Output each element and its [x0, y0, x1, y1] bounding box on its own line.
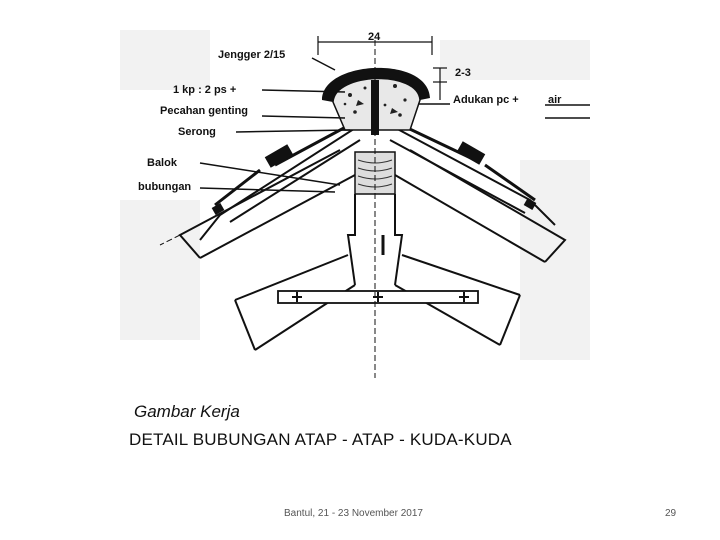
jengger-label: Jengger 2/15	[218, 49, 286, 61]
mix-label: 1 kp : 2 ps +	[173, 84, 237, 96]
caption-subtitle: DETAIL BUBUNGAN ATAP - ATAP - KUDA-KUDA	[129, 430, 512, 449]
pecahan-label: Pecahan genting	[160, 105, 249, 117]
ridge-cap	[322, 68, 430, 135]
serong-label: Serong	[178, 126, 216, 138]
bubungan-label: bubungan	[138, 181, 192, 193]
caption-title: Gambar Kerja	[134, 402, 240, 421]
tie-plate	[278, 291, 478, 303]
adukan-label: Adukan pc +	[453, 94, 519, 106]
roof-ridge-detail-drawing	[110, 10, 600, 395]
air-label: air	[548, 94, 562, 106]
dim-top-label: 24	[368, 31, 381, 43]
page-number: 29	[665, 508, 677, 519]
balok-label: Balok	[147, 157, 177, 169]
footer-text: Bantul, 21 - 23 November 2017	[284, 508, 423, 519]
dim-side-label: 2-3	[455, 67, 471, 79]
